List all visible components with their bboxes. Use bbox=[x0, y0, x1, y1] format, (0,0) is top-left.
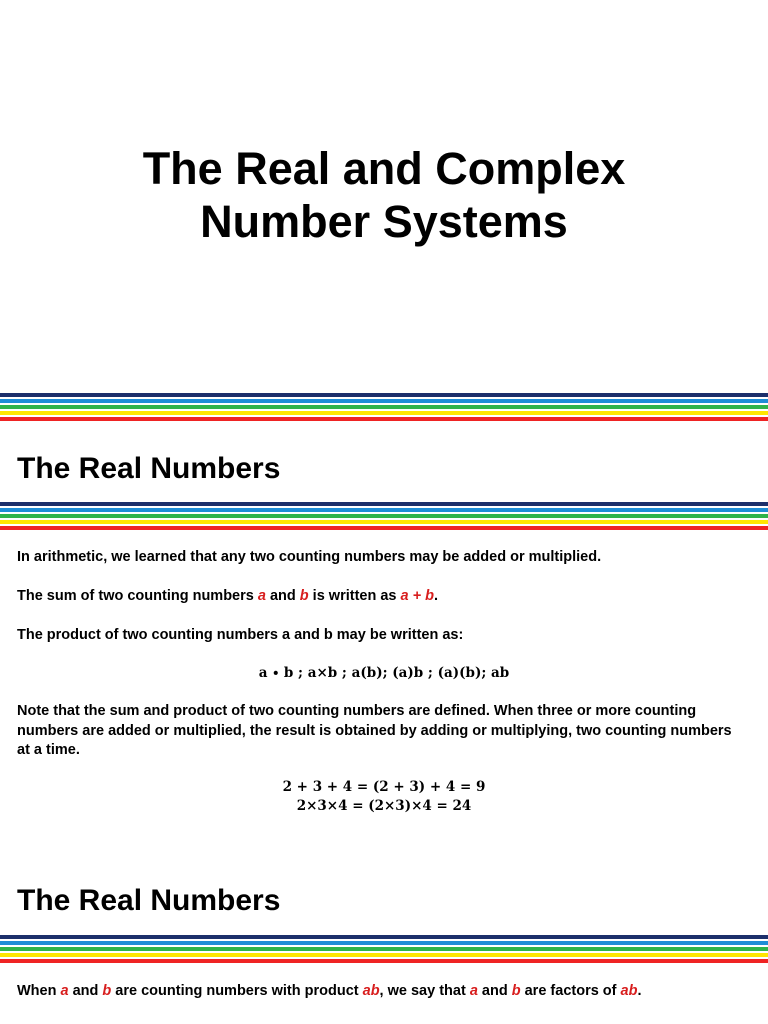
main-title-line2: Number Systems bbox=[200, 196, 568, 247]
title-slide bbox=[0, 0, 768, 392]
stripe-divider bbox=[0, 393, 768, 423]
main-title bbox=[0, 142, 768, 248]
stripe-divider bbox=[0, 502, 768, 532]
paragraph: The sum of two counting numbers a and b is written as a + b. bbox=[17, 588, 438, 604]
paragraph: In arithmetic, we learned that any two counting numbers may be added or multiplied. bbox=[17, 549, 602, 565]
equation: 2×3×4 = (2×3)×4 = 24 bbox=[296, 798, 472, 814]
paragraph: When a and b are counting numbers with product ab, we say that a and b are factors of ab. bbox=[17, 983, 642, 999]
section-heading: The Real Numbers bbox=[17, 884, 281, 917]
section-heading: The Real Numbers bbox=[17, 452, 281, 485]
paragraph: Note that the sum and product of two counting numbers are defined. When three or more counting numbers are added or multiplied, the result is obtained by adding or multiplying, two counting numbers at a time. bbox=[17, 703, 732, 758]
product-forms-math: a ∙ b ; a×b ; a(b); (a)b ; (a)(b); ab bbox=[258, 665, 510, 681]
equation: 2 + 3 + 4 = (2 + 3) + 4 = 9 bbox=[282, 779, 486, 795]
paragraph: The product of two counting numbers a and b may be written as: bbox=[17, 627, 464, 643]
main-title-line1: The Real and Complex bbox=[142, 143, 626, 194]
stripe-divider bbox=[0, 935, 768, 965]
